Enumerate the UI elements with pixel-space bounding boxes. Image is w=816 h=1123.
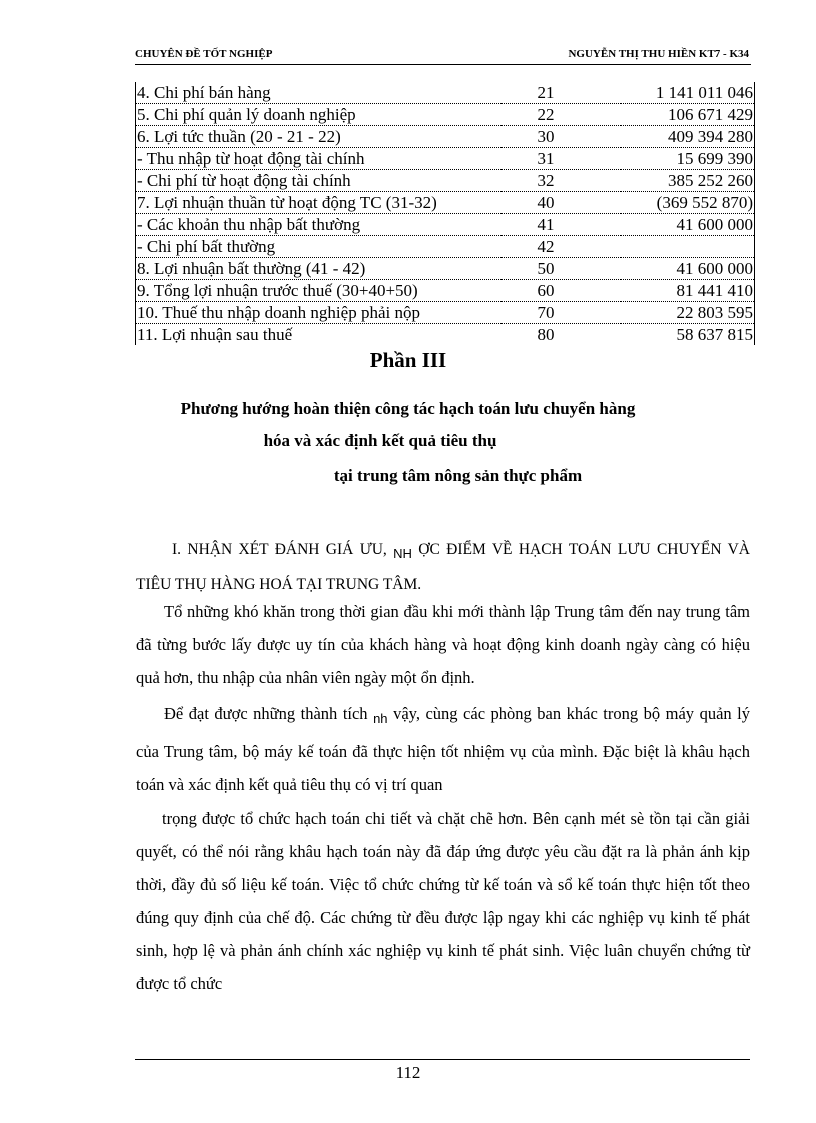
row-label: 4. Chi phí bán hàng (136, 82, 501, 104)
row-code: 70 (501, 302, 621, 324)
row-code: 80 (537, 325, 555, 344)
paragraph-3: trọng được tổ chức hạch toán chi tiết và chặt chẽ hơn. Bên cạnh mét sè tồn tại cần giải quyết, có thể nói rằng khâu hạch toán này đã đáp ứng được yêu cầu đặt ra là phản ánh kịp thời, đầy đủ số liệu kế toán. Việc tổ chức chứng từ kế toán và sổ kế toán thực hiện tốt theo đúng quy định của chế độ. Các chứng từ đều được lập ngay khi các nghiệp vụ kinh tế phát sinh, hợp lệ và phản ánh chính xác nghiệp vụ kinh tế phát sinh. Việc luân chuyển chứng từ được tổ chức (136, 809, 750, 993)
row-code: 22 (501, 104, 621, 126)
header-right: NGUYỄN THỊ THU HIỀN KT7 - K34 (568, 48, 749, 60)
row-amount: 1 141 011 046 (621, 82, 755, 104)
row-code: 21 (501, 82, 621, 104)
paragraph-2 (136, 697, 750, 801)
row-code: 60 (501, 280, 621, 302)
row-label: 5. Chi phí quản lý doanh nghiệp (136, 104, 501, 126)
row-code: 32 (501, 170, 621, 192)
section-heading-line-3: tại trung tâm nông sản thực phẩm (333, 466, 583, 485)
table-row (136, 324, 755, 346)
header-rule (135, 64, 751, 65)
subsection-title-a: I. NHẬN XÉT ĐÁNH GIÁ ƯU, (172, 541, 387, 558)
page-number: 112 (395, 1063, 421, 1082)
row-label: 10. Thuế thu nhập doanh nghiệp phải nộp (136, 302, 501, 324)
row-label: 6. Lợi tức thuần (20 - 21 - 22) (136, 126, 501, 148)
paragraph-2-artifact: nh (373, 711, 388, 726)
paragraph-2-b: vậy, cùng các phòng ban khác trong bộ máy quản lý của Trung tâm, bộ máy kế toán đã thực hiện tốt nhiệm vụ của mình. Đặc biệt là khâu hạch toán và xác định kết quả tiêu thụ có vị trí quan (136, 704, 750, 794)
table-body (136, 82, 755, 345)
table-row (136, 302, 755, 324)
table-row (136, 214, 755, 236)
part-title: Phần III (369, 348, 447, 372)
row-amount: 81 441 410 (621, 280, 755, 302)
section-heading-line-1: Phương hướng hoàn thiện công tác hạch toán lưu chuyển hàng (180, 399, 636, 418)
row-label: - Chi phí từ hoạt động tài chính (136, 170, 501, 192)
header-left: CHUYÊN ĐỀ TỐT NGHIỆP (135, 48, 273, 60)
page-header (135, 46, 751, 64)
row-code: 40 (501, 192, 621, 214)
table-row (136, 236, 755, 258)
subsection-title-b: ỢC ĐIỂM VỀ HẠCH TOÁN LƯU CHUYỂN VÀ TIÊU THỤ HÀNG HOÁ TẠI TRUNG TÂM. (136, 541, 750, 593)
row-label: 11. Lợi nhuận sau thuế (136, 324, 501, 346)
row-amount: 385 252 260 (621, 170, 755, 192)
row-amount: 106 671 429 (621, 104, 755, 126)
row-amount: 41 600 000 (621, 258, 755, 280)
row-label: - Các khoản thu nhập bất thường (136, 214, 501, 236)
row-label: 8. Lợi nhuận bất thường (41 - 42) (136, 258, 501, 280)
subsection-title-artifact: NH (393, 546, 412, 561)
table-row (136, 126, 755, 148)
row-code: 30 (501, 126, 621, 148)
row-amount: 15 699 390 (621, 148, 755, 170)
row-amount (621, 236, 755, 258)
row-code: 41 (501, 214, 621, 236)
row-label: 9. Tổng lợi nhuận trước thuế (30+40+50) (136, 280, 501, 302)
row-label: 7. Lợi nhuận thuần từ hoạt động TC (31-32) (136, 192, 501, 214)
table-row (136, 82, 755, 104)
row-label: - Chi phí bất thường (136, 236, 501, 258)
table-row (136, 192, 755, 214)
table-row (136, 148, 755, 170)
row-amount: 58 637 815 (621, 324, 755, 346)
paragraph-2-a: Để đạt được những thành tích (164, 704, 368, 723)
row-amount: 22 803 595 (621, 302, 755, 324)
row-code: 42 (501, 236, 621, 258)
section-heading-line-2: hóa và xác định kết quả tiêu thụ (263, 431, 497, 450)
footer-rule (135, 1059, 750, 1060)
row-amount: 409 394 280 (621, 126, 755, 148)
table-row (136, 170, 755, 192)
row-amount: 41 600 000 (621, 214, 755, 236)
row-label: - Thu nhập từ hoạt động tài chính (136, 148, 501, 170)
table-row (136, 104, 755, 126)
row-code: 31 (501, 148, 621, 170)
paragraph-1: Tổ những khó khăn trong thời gian đầu khi mới thành lập Trung tâm đến nay trung tâm đã từng bước lấy được uy tín của khách hàng và hoạt động kinh doanh ngày càng có hiệu quả hơn, thu nhập của nhân viên ngày một ổn định. (136, 602, 750, 687)
income-statement-table (135, 82, 755, 345)
row-amount: (369 552 870) (621, 192, 755, 214)
table-row (136, 280, 755, 302)
table-row (136, 258, 755, 280)
row-code: 50 (501, 258, 621, 280)
subsection-title (136, 534, 750, 600)
